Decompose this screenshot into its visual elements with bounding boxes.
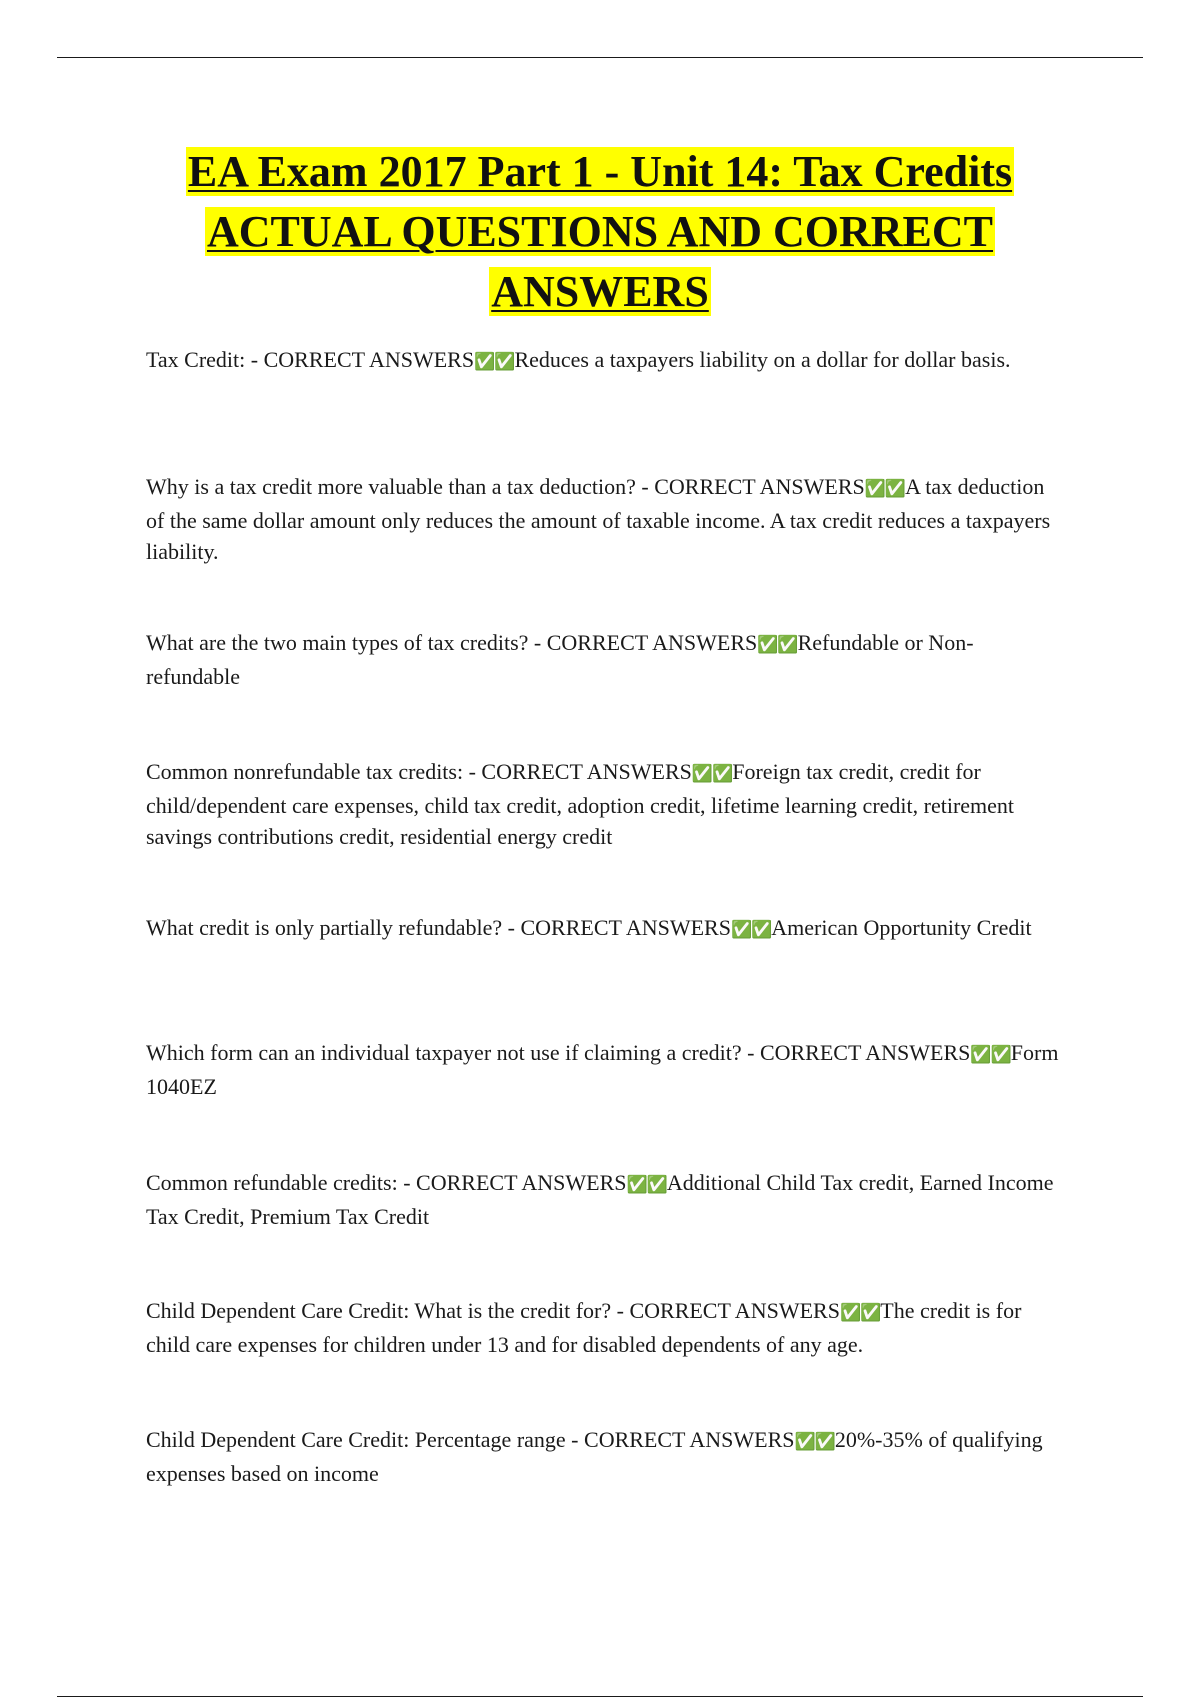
double-checkmark-icon: ✅✅ <box>864 479 906 499</box>
qa-item <box>146 1037 1061 1102</box>
qa-item <box>146 756 1061 852</box>
double-checkmark-icon: ✅✅ <box>474 352 515 372</box>
document-title-text: EA Exam 2017 Part 1 - Unit 14: Tax Credits ACTUAL QUESTIONS AND CORRECT ANSWERS <box>187 147 1013 316</box>
qa-answer: 20%-35% of qualifying expenses based on income <box>146 1427 1043 1486</box>
qa-question: Which form can an individual taxpayer not use if claiming a credit? - <box>146 1040 760 1065</box>
double-checkmark-icon: ✅✅ <box>839 1303 881 1323</box>
qa-item <box>146 1424 1061 1489</box>
answer-marker: CORRECT ANSWERS <box>481 759 692 784</box>
qa-question: Tax Credit: - <box>146 347 264 372</box>
qa-question: Child Dependent Care Credit: What is the credit for? - <box>146 1298 630 1323</box>
answer-marker: CORRECT ANSWERS <box>759 1040 971 1065</box>
answer-marker: CORRECT ANSWERS <box>416 1170 627 1195</box>
qa-item <box>146 1295 1061 1360</box>
double-checkmark-icon: ✅✅ <box>730 920 772 940</box>
answer-marker: CORRECT ANSWERS <box>629 1298 840 1323</box>
qa-item <box>146 471 1061 567</box>
qa-item <box>146 912 1061 946</box>
qa-item <box>146 627 1061 692</box>
qa-answer: Additional Child Tax credit, Earned Income Tax Credit, Premium Tax Credit <box>146 1170 1054 1229</box>
answer-marker: CORRECT ANSWERS <box>654 474 865 499</box>
qa-answer: American Opportunity Credit <box>771 915 1032 940</box>
qa-item <box>146 344 1061 378</box>
double-checkmark-icon: ✅✅ <box>691 764 733 784</box>
answer-marker: CORRECT ANSWERS <box>546 630 758 655</box>
answer-marker: CORRECT ANSWERS <box>584 1427 795 1452</box>
double-checkmark-icon: ✅✅ <box>626 1175 667 1195</box>
qa-answer: A tax deduction of the same dollar amount only reduces the amount of taxable income. A tax credit reduces a taxpayers liability. <box>146 474 1051 564</box>
qa-answer: The credit is for child care expenses for children under 13 and for disabled dependents of any age. <box>146 1298 1022 1357</box>
double-checkmark-icon: ✅✅ <box>970 1045 1011 1065</box>
qa-answer: Reduces a taxpayers liability on a dollar for dollar basis. <box>514 347 1011 372</box>
qa-question: Why is a tax credit more valuable than a tax deduction? - <box>146 474 655 499</box>
top-rule <box>57 57 1143 58</box>
qa-question: Child Dependent Care Credit: Percentage range - <box>146 1427 585 1452</box>
qa-question: What credit is only partially refundable? - <box>146 915 521 940</box>
title-block <box>140 142 1060 322</box>
qa-question: Common refundable credits: - <box>146 1170 417 1195</box>
double-checkmark-icon: ✅✅ <box>794 1432 835 1452</box>
qa-question: What are the two main types of tax credits? - <box>146 630 547 655</box>
qa-answer: Foreign tax credit, credit for child/dependent care expenses, child tax credit, adoption credit, lifetime learning credit, retirement savings contributions credit, residential energy credit <box>146 759 1015 849</box>
qa-answer: Form 1040EZ <box>146 1040 1059 1099</box>
answer-marker: CORRECT ANSWERS <box>520 915 731 940</box>
double-checkmark-icon: ✅✅ <box>757 635 798 655</box>
answer-marker: CORRECT ANSWERS <box>263 347 475 372</box>
document-title <box>140 142 1060 322</box>
qa-question: Common nonrefundable tax credits: - <box>146 759 482 784</box>
bottom-rule <box>57 1696 1143 1697</box>
qa-item <box>146 1167 1061 1232</box>
qa-answer: Refundable or Non-refundable <box>146 630 974 689</box>
